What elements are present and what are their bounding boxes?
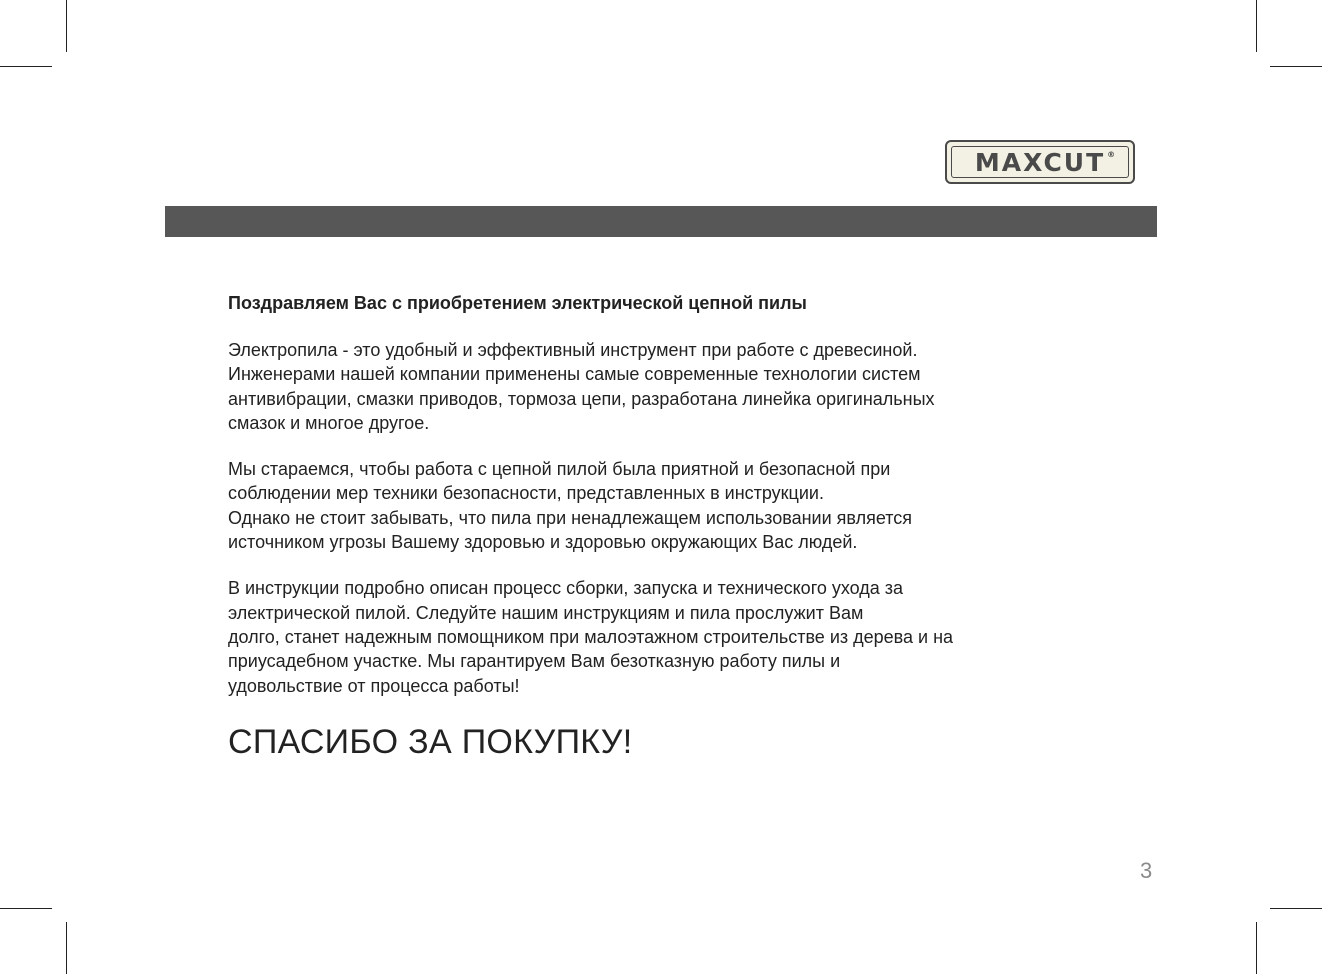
text-line: Однако не стоит забывать, что пила при ненадлежащем использовании является [228, 507, 913, 528]
registered-mark: ® [1107, 149, 1116, 159]
brand-logo [945, 140, 1135, 184]
crop-mark [1270, 66, 1322, 67]
paragraph-instructions [228, 576, 1088, 697]
text-line: Инженерами нашей компании применены самые современные технологии систем [228, 364, 921, 385]
text-line: удовольствие от процесса работы! [228, 675, 520, 696]
thank-you-heading: СПАСИБО ЗА ПОКУПКУ! [228, 722, 633, 761]
crop-mark [66, 922, 67, 974]
text-line: долго, станет надежным помощником при малоэтажном строительстве из дерева и на [228, 626, 954, 647]
crop-mark [1256, 0, 1257, 52]
page-heading: Поздравляем Вас с приобретением электрической цепной пилы [228, 293, 807, 313]
logo-wordmark: MAXCUT [974, 147, 1106, 177]
crop-mark [66, 0, 67, 52]
page-content [228, 290, 1088, 762]
text-line: Мы стараемся, чтобы работа с цепной пилой была приятной и безопасной при [228, 459, 891, 480]
text-line: В инструкции подробно описан процесс сборки, запуска и технического ухода за [228, 578, 904, 599]
text-line: приусадебном участке. Мы гарантируем Вам безотказную работу пилы и [228, 651, 841, 672]
text-line: электрической пилой. Следуйте нашим инструкциям и пила прослужит Вам [228, 602, 864, 623]
text-line: источником угрозы Вашему здоровью и здоровью окружающих Вас людей. [228, 532, 858, 553]
text-line: смазок и многое другое. [228, 412, 430, 433]
crop-mark [1256, 922, 1257, 974]
crop-mark [0, 908, 52, 909]
text-line: антивибрации, смазки приводов, тормоза цепи, разработана линейка оригинальных [228, 388, 935, 409]
page-number: 3 [1140, 858, 1153, 883]
text-line: соблюдении мер техники безопасности, представленных в инструкции. [228, 483, 824, 504]
paragraph-intro [228, 338, 1088, 435]
crop-mark [1270, 908, 1322, 909]
crop-mark [0, 66, 52, 67]
header-bar [165, 206, 1157, 237]
paragraph-safety [228, 457, 1088, 554]
logo-text [974, 147, 1116, 177]
text-line: Электропила - это удобный и эффективный инструмент при работе с древесиной. [228, 340, 918, 360]
